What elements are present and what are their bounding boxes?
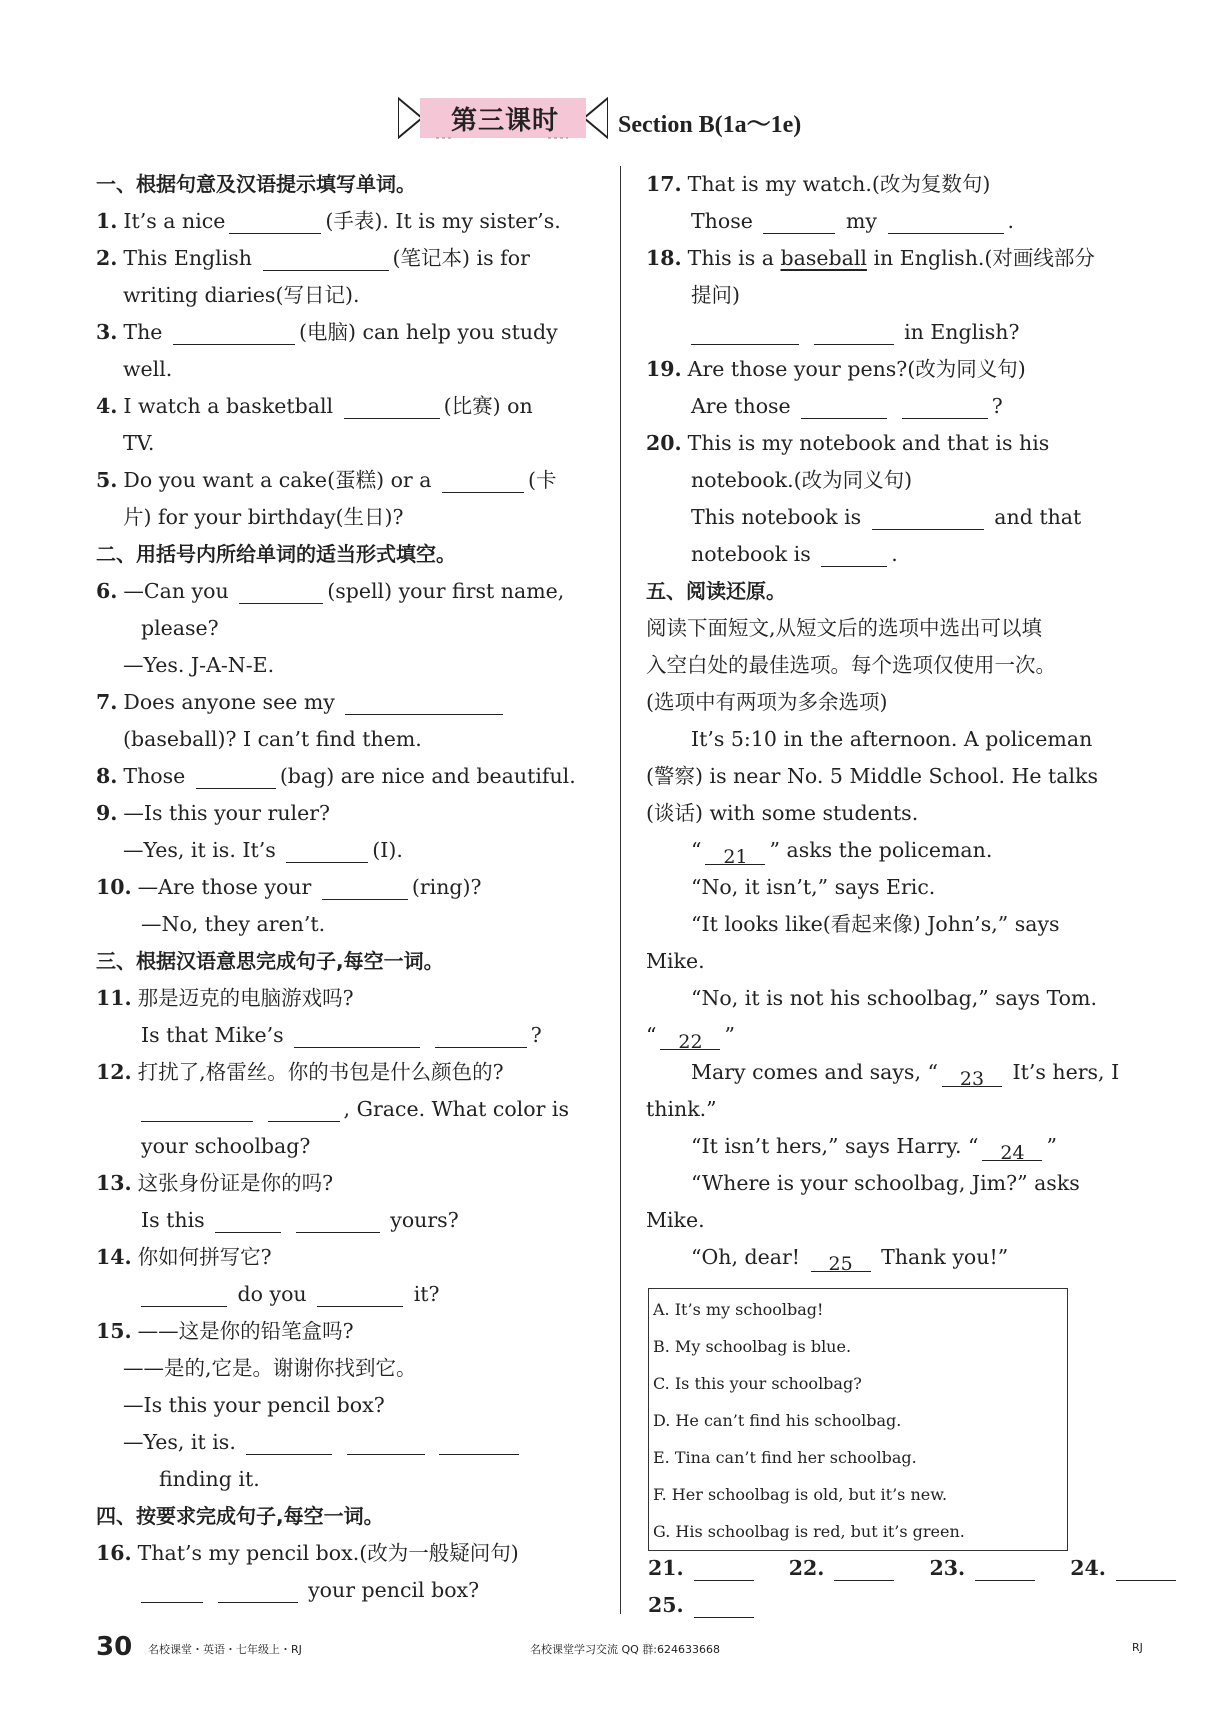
right-column [646,166,1146,1276]
answer-blank[interactable] [296,1206,380,1233]
question-5: 5. Do you want a cake(蛋糕) or a (卡 [96,468,557,492]
question-14: 14. 你如何拼写它? [96,1245,272,1269]
answer-blank-23[interactable] [975,1554,1035,1581]
answer-blank[interactable] [814,318,894,345]
part4-heading: 四、按要求完成句子,每空一词。 [96,1504,384,1528]
question-18: 18. This is a baseball in English.(对画线部分 [646,246,1095,270]
option-f: F. Her schoolbag is old, but it’s new. [653,1485,948,1504]
passage-blank-22[interactable]: 22 [660,1023,720,1050]
lesson-badge-label: 第三课时 [450,106,559,136]
question-15-cont: finding it. [159,1467,260,1491]
option-a: A. It’s my schoolbag! [653,1300,824,1319]
passage-line: Mike. [646,949,705,973]
question-20-en2: notebook is . [691,542,898,566]
answer-blank[interactable] [215,1206,281,1233]
answer-blank[interactable] [801,392,887,419]
answer-blank[interactable] [345,688,503,715]
options-box [648,1288,1068,1551]
answer-blank-21[interactable] [694,1554,754,1581]
answer-label-21: 21. [648,1556,684,1580]
question-15-en2: —Yes, it is. [96,1424,598,1461]
question-3-cont: well. [123,357,173,381]
answer-label-22: 22. [788,1556,825,1580]
question-9: 9. —Is this your ruler? [96,801,330,825]
question-1: 1. It’s a nice (手表). It is my sister’s. [96,209,561,233]
question-14-en: do you it? [96,1276,598,1313]
passage-line: “ 21 ” asks the policeman. [691,838,993,868]
question-3: 3. The (电脑) can help you study [96,320,558,344]
passage-blank-23[interactable]: 23 [942,1060,1002,1087]
part5-intro-1: 阅读下面短文,从短文后的选项中选出可以填 [646,616,1043,640]
part5-heading: 五、阅读还原。 [646,579,786,603]
answer-blank[interactable] [173,318,295,345]
question-19: 19. Are those your pens?(改为同义句) [646,357,1026,381]
answer-blank[interactable] [691,318,799,345]
question-10: 10. —Are those your (ring)? [96,875,482,899]
option-e: E. Tina can’t find her schoolbag. [653,1448,917,1467]
question-20-en: This notebook is and that [691,505,1082,529]
passage-line: “It looks like(看起来像) John’s,” says [691,912,1060,936]
passage-line: think.” [646,1097,717,1121]
passage-line: It’s 5:10 in the afternoon. A policeman [691,727,1093,751]
option-b: B. My schoolbag is blue. [653,1337,852,1356]
answer-blank[interactable] [141,1095,253,1122]
page-header [0,96,1224,148]
answer-blank[interactable] [141,1280,227,1307]
question-11: 11. 那是迈克的电脑游戏吗? [96,986,354,1010]
part5-intro-2: 入空白处的最佳选项。每个选项仅使用一次。 [646,653,1056,677]
answer-blank[interactable] [141,1576,203,1603]
option-g: G. His schoolbag is red, but it’s green. [653,1522,965,1541]
passage-line: Mike. [646,1208,705,1232]
question-15-cn2: ——是的,它是。谢谢你找到它。 [123,1356,417,1380]
book-info: 名校课堂・英语・七年级上・RJ [148,1643,302,1656]
question-7: 7. Does anyone see my [96,684,598,721]
answer-blank[interactable] [888,207,1004,234]
answer-label-24: 24. [1070,1556,1106,1580]
question-2: 2. This English (笔记本) is for [96,246,530,270]
question-11-en: Is that Mike’s ? [141,1023,542,1047]
question-10-reply: —No, they aren’t. [141,912,326,936]
question-6: 6. —Can you (spell) your first name, [96,579,565,603]
answer-blank-22[interactable] [834,1554,894,1581]
question-15-en1: —Is this your pencil box? [123,1393,385,1417]
answer-blank-25[interactable] [694,1591,754,1618]
answer-blank[interactable] [821,540,887,567]
answer-blank[interactable] [347,1428,425,1455]
page-footer [0,1632,1224,1662]
answer-blank[interactable] [872,503,984,530]
answer-blank[interactable] [246,1428,332,1455]
question-5-cont: 片) for your birthday(生日)? [123,505,404,529]
passage-line: “No, it isn’t,” says Eric. [691,875,936,899]
question-17: 17. That is my watch.(改为复数句) [646,172,991,196]
answer-blank[interactable] [435,1021,527,1048]
answer-blank[interactable] [294,1021,420,1048]
option-d: D. He can’t find his schoolbag. [653,1411,902,1430]
passage-line: Mary comes and says, “ 23 It’s hers, I [691,1060,1120,1090]
answer-blank[interactable] [442,466,524,493]
question-18-cont: 提问) [691,283,740,307]
passage-line: (警察) is near No. 5 Middle School. He talks [646,764,1098,788]
question-6-cont: please? [141,616,219,640]
question-16: 16. That’s my pencil box.(改为一般疑问句) [96,1541,519,1565]
passage-blank-24[interactable]: 24 [982,1134,1042,1161]
part5-intro-3: (选项中有两项为多余选项) [646,690,888,714]
question-8: 8. Those (bag) are nice and beautiful. [96,764,576,788]
answer-blank[interactable] [196,762,276,789]
answer-blank[interactable] [218,1576,298,1603]
part3-heading: 三、根据汉语意思完成句子,每空一词。 [96,949,444,973]
question-20-cont: notebook.(改为同义句) [691,468,913,492]
question-12-en: , Grace. What color is [96,1091,598,1128]
question-7-cont: (baseball)? I can’t find them. [123,727,422,751]
answer-blank[interactable] [268,1095,340,1122]
column-divider [620,166,621,1614]
question-13: 13. 这张身份证是你的吗? [96,1171,334,1195]
question-4-cont: TV. [123,431,155,455]
question-13-en: Is this yours? [141,1208,459,1232]
question-16-en: your pencil box? [96,1572,598,1609]
option-c: C. Is this your schoolbag? [653,1374,862,1393]
question-17-en: Those my . [691,209,1015,233]
part2-heading: 二、用括号内所给单词的适当形式填空。 [96,542,456,566]
answer-blank[interactable] [229,207,321,234]
answer-blank[interactable] [763,207,835,234]
answer-blank[interactable] [902,392,988,419]
answer-blank-24[interactable] [1116,1554,1176,1581]
qq-group-info: 名校课堂学习交流 QQ 群:624633668 [530,1643,721,1656]
question-4: 4. I watch a basketball (比赛) on [96,394,533,418]
passage-line: “ 22 ” [646,1023,735,1053]
answer-row [648,1550,1180,1624]
answer-blank[interactable] [322,873,408,900]
question-19-en: Are those ? [691,394,1003,418]
answer-blank[interactable] [439,1428,519,1455]
question-6-reply: —Yes. J-A-N-E. [123,653,275,677]
underlined-word: baseball [780,246,867,270]
question-12: 12. 打扰了,格雷丝。你的书包是什么颜色的? [96,1060,504,1084]
answer-blank[interactable] [263,244,389,271]
passage-blank-25[interactable]: 25 [811,1245,871,1272]
passage-line: “It isn’t hers,” says Harry. “ 24 ” [691,1134,1057,1164]
answer-blank[interactable] [344,392,440,419]
passage-line: “Where is your schoolbag, Jim?” asks [691,1171,1080,1195]
question-15: 15. ——这是你的铅笔盒吗? [96,1319,354,1343]
passage-blank-21[interactable]: 21 [705,838,765,865]
edition-mark: RJ [1132,1641,1143,1654]
section-title: Section B(1a～1e) [618,112,802,138]
page-number: 30 [96,1632,133,1662]
question-9-reply: —Yes, it is. It’s (I). [123,838,403,862]
passage-line: “Oh, dear! 25 Thank you!” [691,1245,1009,1275]
answer-blank[interactable] [317,1280,403,1307]
answer-label-25: 25. [648,1593,684,1617]
question-2-cont: writing diaries(写日记). [123,283,360,307]
answer-blank[interactable] [286,836,368,863]
question-12-cont: your schoolbag? [141,1134,311,1158]
left-column [96,166,598,1609]
question-18-en: in English? [646,314,1146,351]
answer-label-23: 23. [929,1556,966,1580]
passage-line: “No, it is not his schoolbag,” says Tom. [691,986,1097,1010]
answer-blank[interactable] [239,577,323,604]
part1-heading: 一、根据句意及汉语提示填写单词。 [96,172,416,196]
passage-line: (谈话) with some students. [646,801,919,825]
question-20: 20. This is my notebook and that is his [646,431,1050,455]
